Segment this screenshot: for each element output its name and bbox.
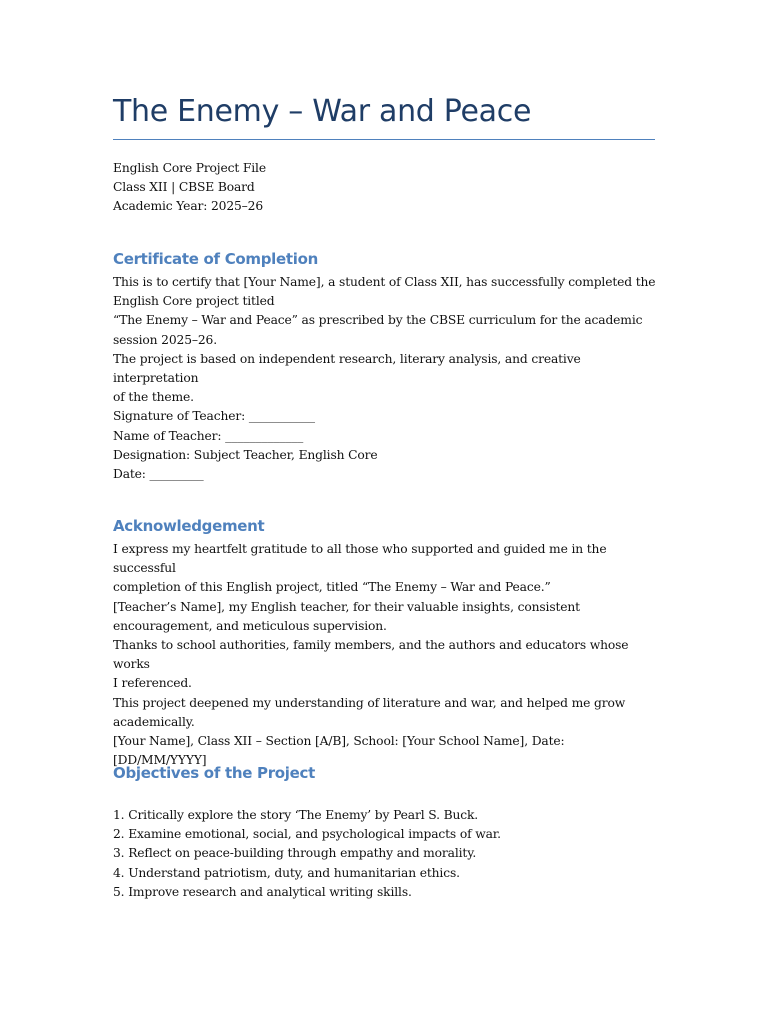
certificate-line: of the theme. (113, 390, 194, 405)
teacher-signature-line: Signature of Teacher: ___________ (113, 409, 315, 424)
certificate-line: English Core project titled (113, 294, 275, 309)
acknowledgement-line: This project deepened my understanding of literature and war, and helped me grow (113, 695, 626, 710)
acknowledgement-heading: Acknowledgement (113, 517, 265, 535)
acknowledgement-line: completion of this English project, titled “The Enemy – War and Peace.” (113, 580, 551, 595)
acknowledgement-body (113, 540, 658, 770)
acknowledgement-line: I express my heartfelt gratitude to all those who supported and guided me in the successful (113, 542, 607, 576)
objective-item: 2. Examine emotional, social, and psychological impacts of war. (113, 827, 501, 842)
objective-item: 5. Improve research and analytical writing skills. (113, 884, 412, 899)
certificate-line: “The Enemy – War and Peace” as prescribed by the CBSE curriculum for the academic (113, 313, 643, 328)
acknowledgement-line: encouragement, and meticulous supervision. (113, 618, 387, 633)
objective-item: 4. Understand patriotism, duty, and humanitarian ethics. (113, 865, 460, 880)
meta-line-project: English Core Project File (113, 161, 266, 175)
objective-item: 1. Critically explore the story ‘The Enemy’ by Pearl S. Buck. (113, 808, 479, 822)
title-underline (113, 139, 655, 140)
meta-line-year: Academic Year: 2025–26 (113, 199, 264, 214)
certificate-body (113, 273, 658, 484)
objectives-list (113, 806, 658, 902)
certificate-line: session 2025–26. (113, 332, 217, 347)
acknowledgement-line: Thanks to school authorities, family members, and the authors and educators whose works (113, 638, 629, 672)
acknowledgement-line: [Teacher’s Name], my English teacher, for their valuable insights, consistent (113, 599, 580, 614)
certificate-line: This is to certify that [Your Name], a student of Class XII, has successfully completed the (113, 275, 656, 289)
document-title: The Enemy – War and Peace (113, 94, 532, 129)
project-meta (113, 159, 658, 217)
acknowledgement-line: I referenced. (113, 676, 192, 691)
designation-line: Designation: Subject Teacher, English Core (113, 447, 378, 462)
certificate-line: The project is based on independent research, literary analysis, and creative interpretation (113, 351, 581, 386)
date-line: Date: _________ (113, 467, 204, 482)
objectives-heading: Objectives of the Project (113, 764, 315, 782)
teacher-name-line: Name of Teacher: _____________ (113, 428, 304, 443)
acknowledgement-signoff: [Your Name], Class XII – Section [A/B], School: [Your School Name], Date: [DD/MM/YYYY] (113, 734, 565, 768)
meta-line-class: Class XII | CBSE Board (113, 180, 255, 195)
objectives-body (113, 806, 658, 902)
acknowledgement-line: academically. (113, 714, 195, 729)
certificate-heading: Certificate of Completion (113, 250, 318, 268)
objective-item: 3. Reflect on peace-building through empathy and morality. (113, 846, 477, 861)
